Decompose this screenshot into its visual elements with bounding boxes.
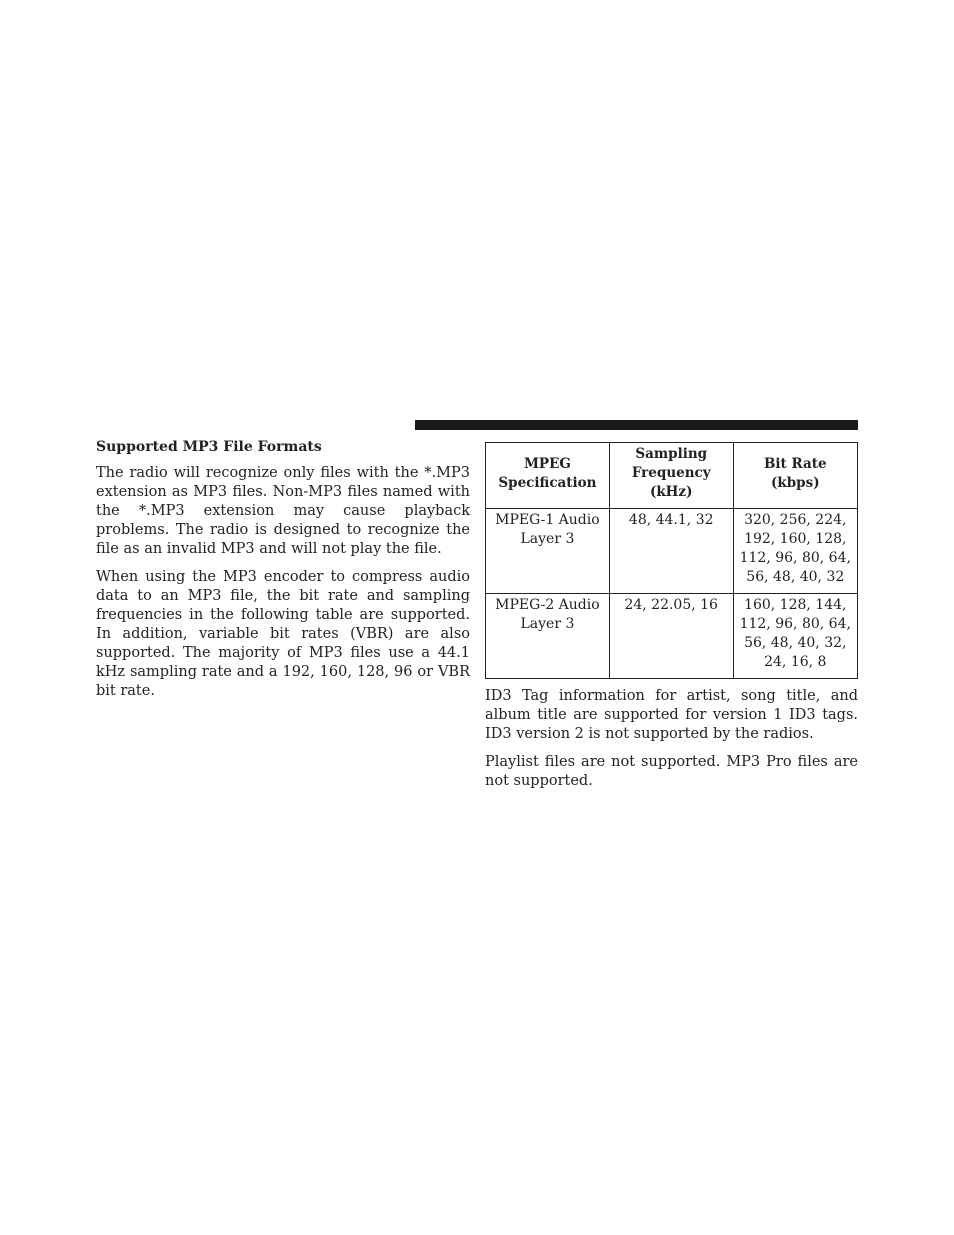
section-header-bar <box>415 420 858 430</box>
right-column <box>485 442 858 800</box>
paragraph-playlist: Playlist files are not supported. MP3 Pro files are not supported. <box>485 754 858 789</box>
cell-spec: MPEG-1 Audio Layer 3 <box>486 509 610 594</box>
header-sampling-frequency: Sampling Frequency (kHz) <box>609 443 733 509</box>
paragraph-encoder: When using the MP3 encoder to compress audio data to an MP3 file, the bit rate and sampling frequencies in the following table are supported. In addition, variable bit rates (VBR) are also supported. The majority of MP3 files use a 44.1 kHz sampling rate and a 192, 160, 128, 96 or VBR bit rate. <box>96 569 470 699</box>
paragraph-id3-tags: ID3 Tag information for artist, song title, and album title are supported for version 1 ID3 tags. ID3 version 2 is not supported by the radios. <box>485 688 858 742</box>
mp3-format-table <box>485 442 858 679</box>
cell-bitrate: 160, 128, 144, 112, 96, 80, 64, 56, 48, 40, 32, 24, 16, 8 <box>733 594 857 679</box>
paragraph-mp3-extension: The radio will recognize only files with the *.MP3 extension as MP3 files. Non-MP3 files named with the *.MP3 extension may cause playback problems. The radio is designed to recognize the file as an invalid MP3 and will not play the file. <box>96 465 470 557</box>
table-row <box>486 509 858 594</box>
header-bit-rate: Bit Rate (kbps) <box>733 443 857 509</box>
header-mpeg-specification: MPEG Specification <box>486 443 610 509</box>
section-heading: Supported MP3 File Formats <box>96 439 322 455</box>
cell-spec: MPEG-2 Audio Layer 3 <box>486 594 610 679</box>
cell-bitrate: 320, 256, 224, 192, 160, 128, 112, 96, 80, 64, 56, 48, 40, 32 <box>733 509 857 594</box>
table-header-row <box>486 443 858 509</box>
cell-sampling: 48, 44.1, 32 <box>609 509 733 594</box>
table-row <box>486 594 858 679</box>
cell-sampling: 24, 22.05, 16 <box>609 594 733 679</box>
left-column <box>96 436 470 710</box>
